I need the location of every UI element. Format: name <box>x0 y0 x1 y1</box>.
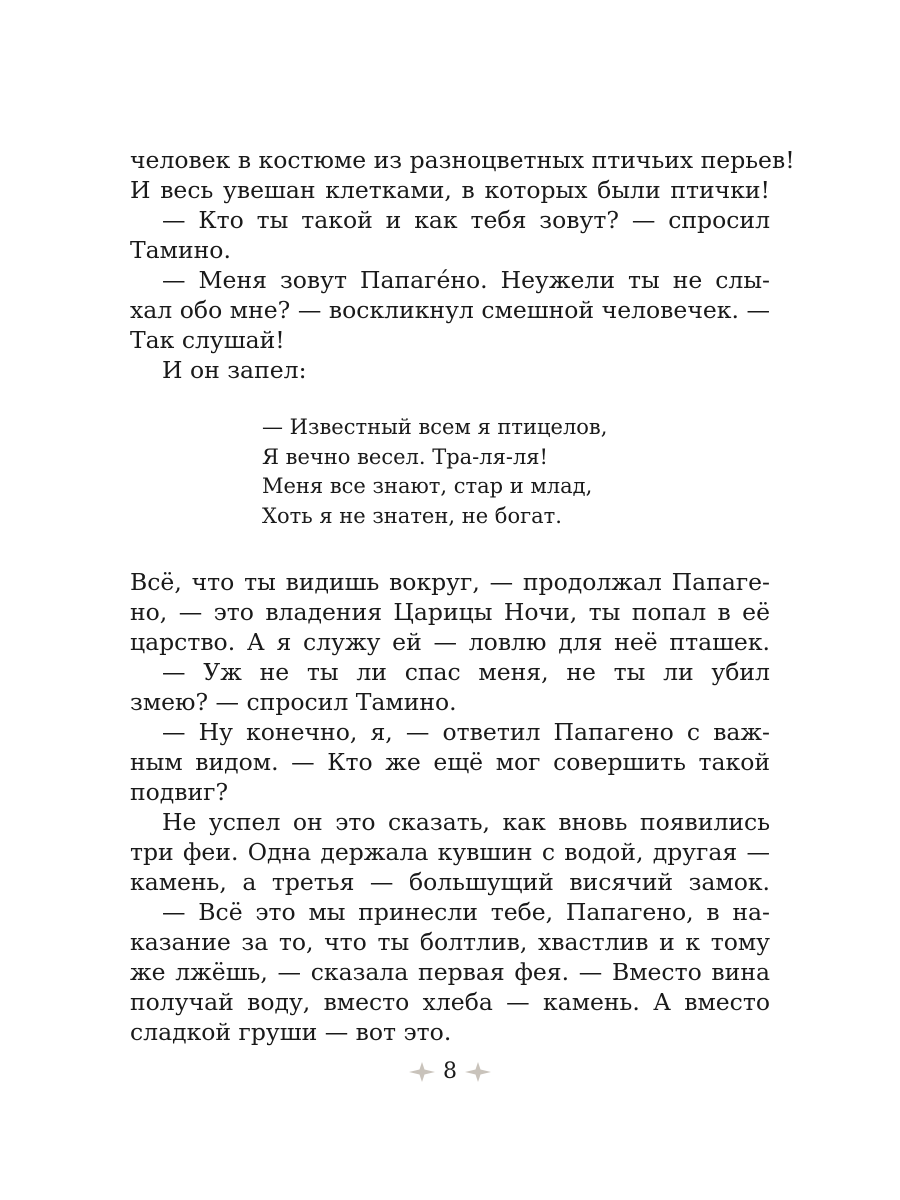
four-point-star-icon <box>407 1060 437 1084</box>
text-line: И весь увешан клетками, в которых были птички! <box>130 176 770 204</box>
text-line: ным видом. — Кто же ещё мог совершить такой <box>130 748 770 776</box>
text-line: — Меня зовут Папаге́но. Неужели ты не слы- <box>162 266 770 294</box>
text-line: — Уж не ты ли спас меня, не ты ли убил <box>162 658 770 686</box>
page-number: 8 <box>443 1059 457 1084</box>
text-line: же лжёшь, — сказала первая фея. — Вместо вина <box>130 958 770 986</box>
text-line: царство. А я служу ей — ловлю для неё пташек. <box>130 628 770 656</box>
text-line: Тамино. <box>130 236 231 264</box>
text-line: — Ну конечно, я, — ответил Папагено с важ- <box>162 718 770 746</box>
page-text <box>130 145 795 1047</box>
verse-line: — Известный всем я птицелов, <box>262 415 608 439</box>
text-line: змею? — спросил Тамино. <box>130 688 457 716</box>
text-line: Не успел он это сказать, как вновь появились <box>162 808 770 836</box>
text-line: человек в костюме из разноцветных птичьих перьев! <box>130 146 795 174</box>
text-line: — Всё это мы принесли тебе, Папагено, в на- <box>162 898 770 926</box>
text-line: получай воду, вместо хлеба — камень. А вместо <box>130 988 770 1016</box>
text-line: Всё, что ты видишь вокруг, — продолжал Папаге- <box>130 568 770 596</box>
spacer <box>130 531 770 567</box>
verse-line: Я вечно весел. Тра-ля-ля! <box>262 444 548 469</box>
text-line: но, — это владения Царицы Ночи, ты попал в её <box>130 598 770 626</box>
text-line: три феи. Одна держала кувшин с водой, другая — <box>130 838 770 866</box>
text-line: подвиг? <box>130 778 229 806</box>
text-line: камень, а третья — большущий висячий замок. <box>130 868 770 896</box>
spacer <box>130 385 770 413</box>
four-point-star-icon <box>463 1060 493 1084</box>
verse-block <box>130 413 770 531</box>
text-line: И он запел: <box>162 356 307 384</box>
text-line: казание за то, что ты болтлив, хвастлив и к тому <box>130 928 770 956</box>
text-line: сладкой груши — вот это. <box>130 1018 452 1046</box>
text-line: — Кто ты такой и как тебя зовут? — спросил <box>162 206 770 234</box>
page-number-footer <box>0 1054 900 1090</box>
text-line: хал обо мне? — воскликнул смешной человечек. — <box>130 296 770 324</box>
text-line: Так слушай! <box>130 326 285 354</box>
verse-line: Меня все знают, стар и млад, <box>262 474 593 498</box>
verse-line: Хоть я не знатен, не богат. <box>262 503 562 528</box>
